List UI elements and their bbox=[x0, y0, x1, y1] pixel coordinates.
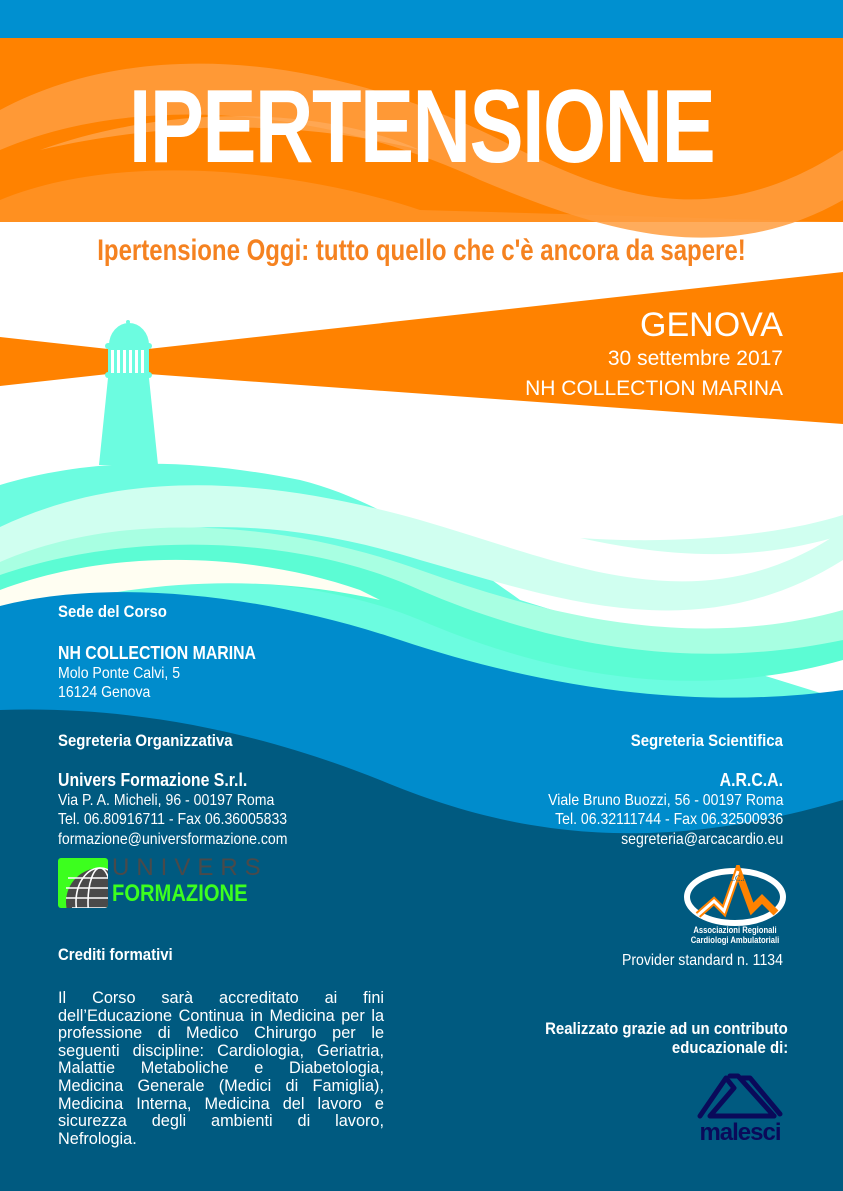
arca-emblem-icon bbox=[680, 865, 790, 927]
arca-logo-line2: Cardiologi Ambulatoriali bbox=[690, 935, 780, 945]
wave-pale-2 bbox=[580, 515, 843, 554]
univers-formazione-logo bbox=[58, 854, 268, 910]
seg-sci-heading: Segreteria Scientifica bbox=[630, 731, 783, 750]
sponsor-line2: educazionale di: bbox=[671, 1038, 788, 1057]
top-bar bbox=[0, 0, 843, 38]
arca-logo bbox=[680, 865, 790, 947]
event-venue: NH COLLECTION MARINA bbox=[525, 377, 783, 400]
sede-name: NH COLLECTION MARINA bbox=[58, 643, 256, 663]
beam-left bbox=[0, 337, 108, 386]
malesci-emblem-icon bbox=[690, 1070, 790, 1122]
event-date: 30 settembre 2017 bbox=[607, 347, 783, 370]
sede-address2: 16124 Genova bbox=[58, 684, 151, 701]
seg-org-email[interactable]: formazione@universformazione.com bbox=[58, 831, 288, 848]
arca-arc-text: A.R.C.A. bbox=[719, 874, 751, 883]
univers-logo-line2: FORMAZIONE bbox=[112, 880, 248, 907]
sponsor-line1: Realizzato grazie ad un contributo bbox=[545, 1019, 788, 1038]
seg-sci-name: A.R.C.A. bbox=[719, 770, 783, 790]
seg-sci-address: Viale Bruno Buozzi, 56 - 00197 Roma bbox=[547, 792, 783, 809]
lighthouse-icon bbox=[99, 320, 158, 465]
seg-org-phone: Tel. 06.80916711 - Fax 06.36005833 bbox=[58, 811, 288, 828]
page-title: IPERTENSIONE bbox=[128, 69, 715, 185]
malesci-logo bbox=[690, 1070, 790, 1150]
crediti-heading: Crediti formativi bbox=[58, 945, 173, 964]
seg-sci-phone: Tel. 06.32111744 - Fax 06.32500936 bbox=[554, 811, 783, 828]
event-city: GENOVA bbox=[640, 306, 783, 344]
seg-sci-email[interactable]: segreteria@arcacardio.eu bbox=[620, 831, 783, 848]
arca-logo-line1: Associazioni Regionali bbox=[693, 925, 777, 935]
subtitle: Ipertensione Oggi: tutto quello che c'è ancora da sapere! bbox=[97, 234, 746, 267]
seg-org-name: Univers Formazione S.r.l. bbox=[58, 770, 248, 790]
malesci-wordmark: malesci bbox=[699, 1119, 781, 1146]
globe-icon bbox=[58, 858, 110, 910]
sede-address1: Molo Ponte Calvi, 5 bbox=[58, 665, 181, 682]
provider-number: Provider standard n. 1134 bbox=[622, 952, 783, 969]
sede-heading: Sede del Corso bbox=[58, 602, 167, 621]
seg-org-heading: Segreteria Organizzativa bbox=[58, 731, 233, 750]
crediti-body: Il Corso sarà accreditato ai fini dell’Educazione Continua in Medicina per la professione di Medico Chirurgo per le seguenti discipline: Cardiologia, Geriatria, Malattie Metaboliche e Diabetologia, Medicina Generale (Medici di Famiglia), Medicina Interna, Medicina del lavoro e sicurezza degli ambienti di lavoro, Nefrologia. bbox=[58, 989, 384, 1148]
univers-logo-line1: UNIVERS bbox=[112, 854, 268, 881]
seg-org-address: Via P. A. Micheli, 96 - 00197 Roma bbox=[58, 792, 275, 809]
